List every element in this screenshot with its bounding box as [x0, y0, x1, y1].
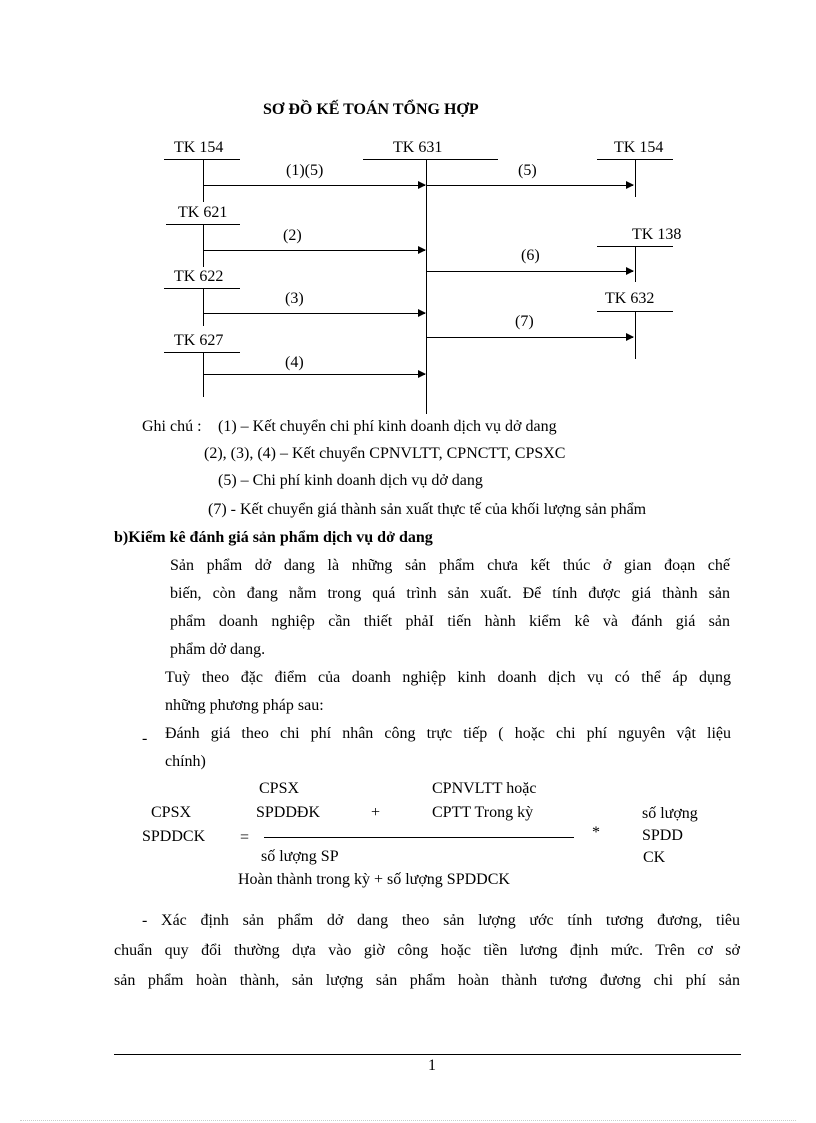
flow-label: (6) — [521, 247, 540, 264]
flow-arrow — [203, 374, 425, 375]
account-line — [203, 288, 204, 326]
account-tk154-right: TK 154 — [614, 139, 664, 156]
paragraph-line: Tuỳ theo đặc điểm của doanh nghiệp kinh doanh dịch vụ có thể áp dụng — [165, 669, 731, 686]
flow-arrow — [426, 185, 633, 186]
flow-arrow — [203, 185, 425, 186]
account-line — [164, 288, 240, 289]
flow-label: (2) — [283, 227, 302, 244]
paragraph-line: phẩm dở dang. — [170, 641, 266, 658]
paragraph-2 — [165, 664, 731, 720]
paragraph-3 — [165, 720, 731, 776]
flow-arrow — [426, 337, 633, 338]
account-line — [635, 311, 636, 359]
formula-numerator-1-bottom: SPDDĐK — [256, 804, 321, 821]
account-tk138: TK 138 — [632, 226, 682, 243]
paragraph-line: Sản phẩm dở dang là những sản phẩm chưa kết thúc ở gian đoạn chế — [170, 557, 730, 574]
account-tk631: TK 631 — [393, 139, 443, 156]
footer-rule — [114, 1054, 741, 1055]
account-tk154-left: TK 154 — [174, 139, 224, 156]
account-tk621: TK 621 — [178, 204, 228, 221]
paragraph-line: Đánh giá theo chi phí nhân công trực tiếp ( hoặc chi phí nguyên vật liệu — [165, 725, 731, 742]
note-2: (2), (3), (4) – Kết chuyển CPNVLTT, CPNCTT, CPSXC — [204, 445, 566, 462]
account-tk632: TK 632 — [605, 290, 655, 307]
paragraph-line: sản phẩm hoàn thành, sản lượng sản phẩm hoàn thành tương đương chi phí sản — [114, 972, 740, 989]
formula-numerator-2-bottom: CPTT Trong kỳ — [432, 804, 534, 821]
flow-label: (1)(5) — [286, 162, 324, 179]
account-line — [635, 246, 636, 282]
account-line — [203, 224, 204, 267]
formula-lhs-bottom: SPDDCK — [142, 828, 206, 845]
formula-rhs-2: SPDD — [642, 827, 683, 844]
flow-label: (3) — [285, 290, 304, 307]
paragraph-1 — [170, 552, 730, 664]
paragraph-line: biến, còn đang nằm trong quá trình sản xuất. Để tính được giá thành sản — [170, 585, 730, 602]
flow-arrow — [426, 271, 633, 272]
formula-denominator-1: số lượng SP — [261, 848, 339, 865]
note-4: (7) - Kết chuyển giá thành sản xuất thực tế của khối lượng sản phẩm — [208, 501, 647, 518]
flow-label: (7) — [515, 313, 534, 330]
paragraph-line: chuẩn quy đổi thường dựa vào giờ công hoặc tiền lương định mức. Trên cơ sở — [114, 942, 740, 959]
diagram-title: SƠ ĐỒ KẾ TOÁN TỔNG HỢP — [263, 101, 479, 118]
formula-rhs-3: CK — [643, 849, 666, 866]
flow-arrow — [203, 250, 425, 251]
paragraph-4 — [114, 906, 740, 996]
formula-lhs-top: CPSX — [151, 804, 192, 821]
formula-numerator-2-top: CPNVLTT hoặc — [432, 780, 537, 797]
account-line — [203, 159, 204, 202]
account-line — [164, 159, 240, 160]
formula-equals: = — [240, 829, 250, 846]
paragraph-line: - Xác định sản phẩm dở dang theo sản lượng ước tính tương đương, tiêu — [142, 912, 740, 929]
account-line — [164, 352, 240, 353]
flow-label: (4) — [285, 354, 304, 371]
formula-denominator-2: Hoàn thành trong kỳ + số lượng SPDDCK — [238, 871, 510, 888]
formula-rhs-1: số lượng — [642, 805, 698, 822]
notes-label: Ghi chú : — [142, 418, 202, 435]
paragraph-line: phẩm doanh nghiệp cần thiết phảI tiến hành kiểm kê và đánh giá sản — [170, 613, 730, 630]
flow-arrow — [203, 313, 425, 314]
account-tk627: TK 627 — [174, 332, 224, 349]
formula-plus: + — [371, 804, 381, 821]
paragraph-line: chính) — [165, 753, 206, 770]
formula-times: * — [592, 824, 600, 841]
page-number: 1 — [428, 1057, 436, 1074]
account-tk622: TK 622 — [174, 268, 224, 285]
section-heading: b)Kiểm kê đánh giá sản phẩm dịch vụ dở dang — [114, 529, 433, 546]
account-line — [635, 159, 636, 197]
page-edge — [20, 1120, 796, 1121]
bullet-mark: - — [142, 730, 148, 747]
note-3: (5) – Chi phí kinh doanh dịch vụ dở dang — [218, 472, 483, 489]
account-line — [426, 159, 427, 414]
note-1: (1) – Kết chuyển chi phí kinh doanh dịch vụ dở dang — [218, 418, 557, 435]
formula-numerator-1-top: CPSX — [259, 780, 300, 797]
fraction-bar — [264, 837, 574, 838]
flow-label: (5) — [518, 162, 537, 179]
paragraph-line: những phương pháp sau: — [165, 697, 324, 714]
account-line — [363, 159, 498, 160]
